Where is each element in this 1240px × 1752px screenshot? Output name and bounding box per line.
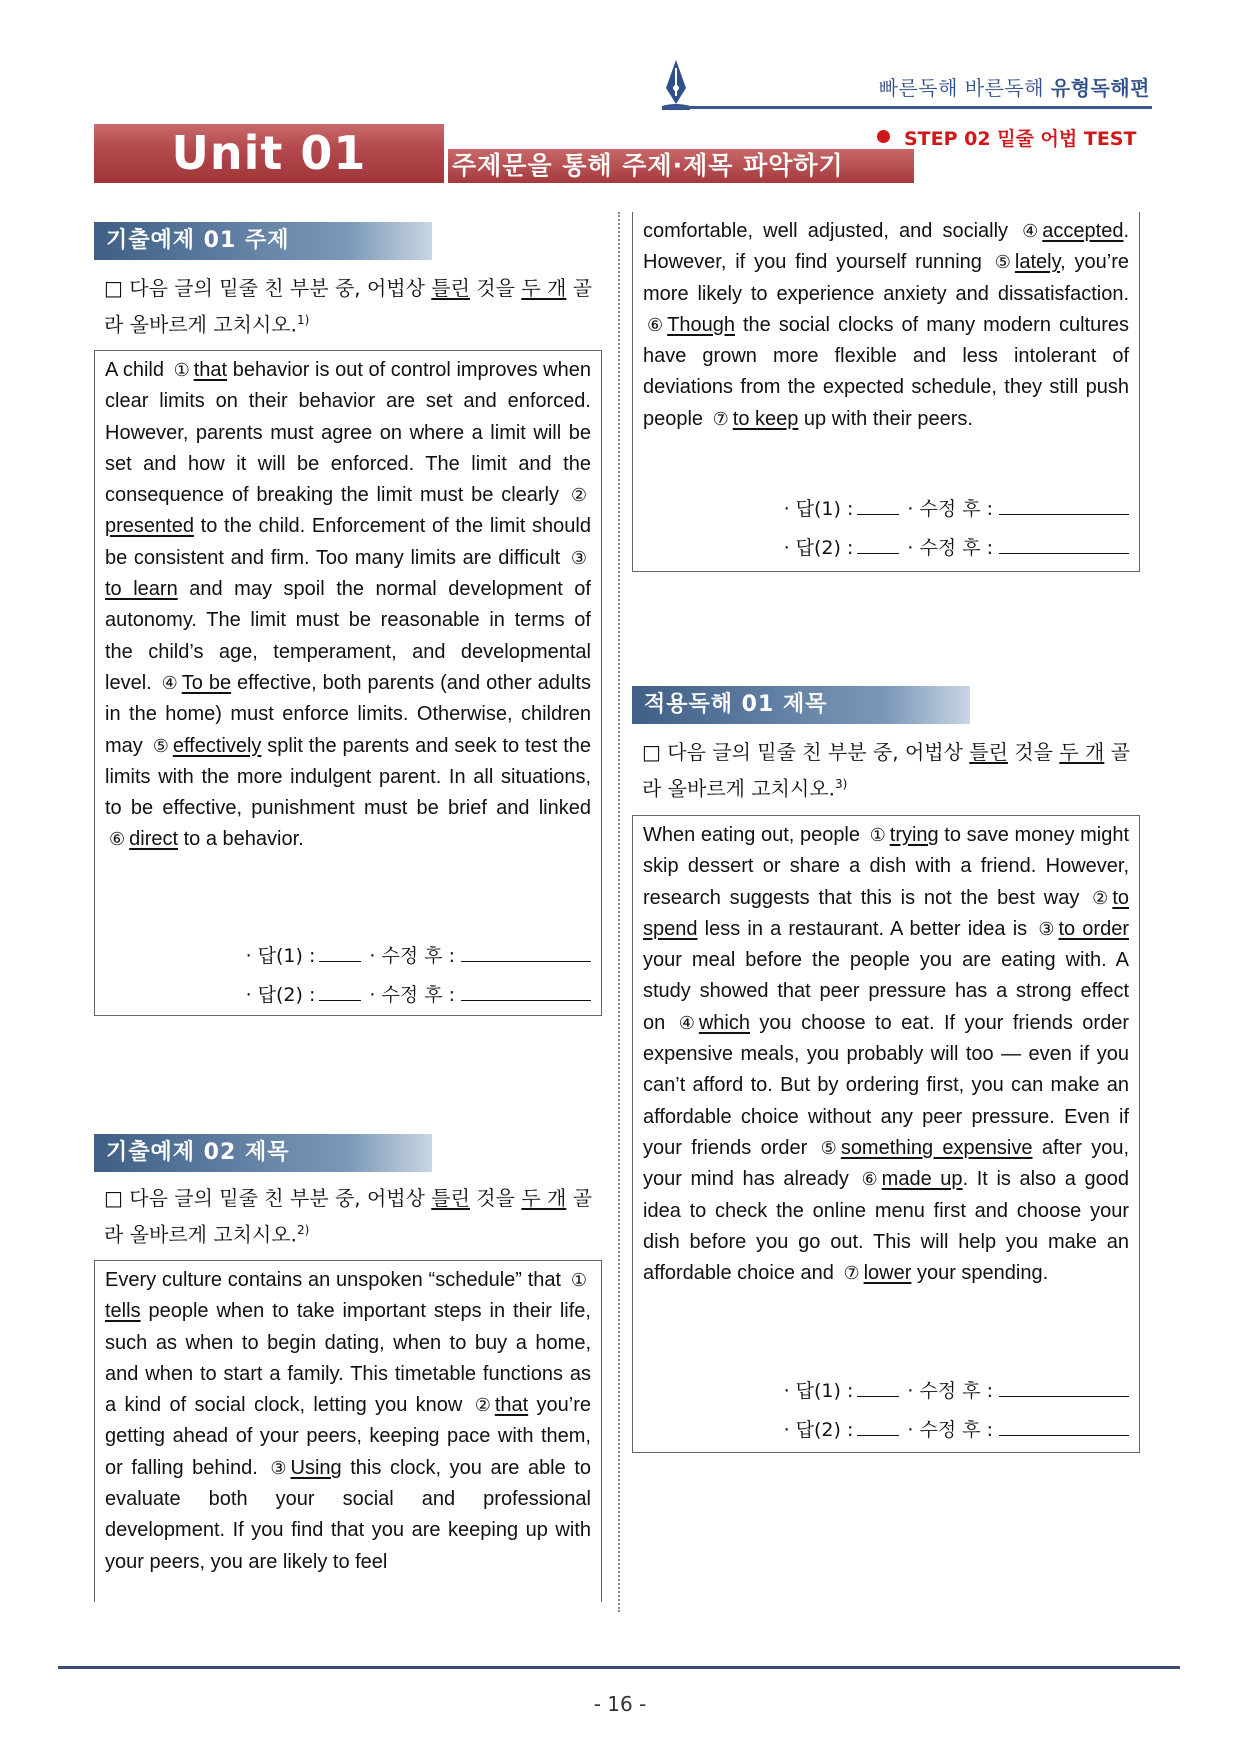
question-number: ① xyxy=(173,360,190,380)
book-title-light: 빠른독해 바른독해 xyxy=(878,76,1045,100)
underlined-option: lower xyxy=(863,1262,912,1285)
underlined-option: to learn xyxy=(105,578,178,601)
question-number: ⑦ xyxy=(843,1263,860,1284)
underlined-option: to order xyxy=(1058,917,1129,940)
answer-area-3: · 답(1) : · 수정 후 : · 답(2) : · 수정 후 : xyxy=(784,1376,1129,1454)
question-number: ② xyxy=(1092,887,1109,908)
underlined-option: something expensive xyxy=(840,1136,1033,1159)
book-title-bold: 유형독해편 xyxy=(1050,76,1150,100)
header-divider xyxy=(662,106,1152,109)
underlined-option: presented xyxy=(105,515,194,538)
question-number: ⑥ xyxy=(647,314,664,335)
answer-blank[interactable] xyxy=(857,1435,899,1436)
correction-blank[interactable] xyxy=(461,961,591,962)
underlined-option: trying xyxy=(889,824,939,846)
passage-box-2-continued xyxy=(632,212,1140,572)
question-number: ⑤ xyxy=(152,735,169,756)
passage-box-2 xyxy=(94,1260,602,1602)
instruction-2: □ 다음 글의 밑줄 친 부분 중, 어법상 틀린 것을 두 개 골라 올바르게 고치시오.$^{2)}$ xyxy=(104,1186,592,1247)
passage-2-continued: comfortable, well adjusted, and socially ④ accepted. However, if you find yourself running ⑤ lately, you’re more likely to experience anxiety and dissatisfaction. ⑥ Though the social clocks of many modern cultures have grown more flexible and less intolerant of deviations from the expected schedule, they still push people ⑦ to keep up with their peers. xyxy=(633,212,1139,435)
column-divider xyxy=(618,212,620,1612)
underlined-option: tells xyxy=(105,1300,141,1323)
question-number: ④ xyxy=(1022,221,1039,241)
unit-banner: Unit 01 xyxy=(94,124,444,183)
answer-area-1: · 답(1) : · 수정 후 : · 답(2) : · 수정 후 : xyxy=(246,941,591,1019)
question-number: ⑥ xyxy=(109,829,126,850)
question-number: ④ xyxy=(161,672,178,693)
pen-nib-logo-icon xyxy=(662,58,690,110)
correction-blank[interactable] xyxy=(999,553,1129,554)
answer-blank[interactable] xyxy=(857,1396,899,1397)
answer-blank[interactable] xyxy=(857,514,899,515)
book-title xyxy=(879,72,1150,101)
question-number: ③ xyxy=(270,1457,287,1478)
unit-subtitle: 주제문을 통해 주제·제목 파악하기 xyxy=(448,149,914,183)
section-title-1: 기출예제 01 주제 xyxy=(94,222,432,260)
section-title-3: 적용독해 01 제목 xyxy=(632,686,970,724)
passage-box-1 xyxy=(94,350,602,1016)
passage-3: When eating out, people ① trying to save money might skip dessert or share a dish with a friend. However, research suggests that this is not the best way ② to spend less in a restaurant. A better idea is ③ to order your meal before the people you are eating with. A study showed that peer pressure has a strong effect on ④ which you choose to eat. If your friends order expensive meals, you probably will too — even if you can’t afford to. But by ordering first, you can make an affordable choice without any peer pressure. Even if your friends order ⑤ something expensive after you, your mind has already ⑥ made up. It is also a good idea to check the online menu first and choose your dish before you go out. This will help you make an affordable choice and ⑦ lower your spending. xyxy=(633,816,1139,1289)
question-number: ⑥ xyxy=(861,1169,878,1190)
underlined-option: To be xyxy=(181,671,232,694)
answer-blank[interactable] xyxy=(857,553,899,554)
question-number: ② xyxy=(570,485,587,506)
instruction-1: □ 다음 글의 밑줄 친 부분 중, 어법상 틀린 것을 두 개 골라 올바르게 고치시오.$^{1)}$ xyxy=(104,276,592,337)
question-number: ⑦ xyxy=(712,408,729,429)
question-number: ③ xyxy=(570,547,587,568)
underlined-option: to keep xyxy=(732,407,799,430)
underlined-option: made up xyxy=(881,1168,963,1191)
question-number: ⑤ xyxy=(820,1137,837,1158)
section-title-2: 기출예제 02 제목 xyxy=(94,1134,432,1172)
correction-blank[interactable] xyxy=(999,1396,1129,1397)
step-label: STEP 02 밑줄 어법 TEST xyxy=(904,128,1137,150)
underlined-option: effectively xyxy=(172,734,262,757)
passage-box-3 xyxy=(632,815,1140,1453)
passage-2: Every culture contains an unspoken “schedule” that ①tells people when to take important steps in their life, such as when to begin dating, when to buy a home, and when to start a family. This timetable functions as a kind of social clock, letting you know ② that you’re getting ahead of your peers, keeping pace with them, or falling behind. ③ Using this clock, you are able to evaluate both your social and professional development. If you find that you are keeping up with your peers, you are likely to feel xyxy=(95,1261,601,1578)
answer-blank[interactable] xyxy=(319,1000,361,1001)
bullet-dot-icon xyxy=(877,130,890,143)
underlined-option: direct xyxy=(129,828,179,851)
correction-blank[interactable] xyxy=(999,1435,1129,1436)
question-number: ⑤ xyxy=(994,252,1011,273)
underlined-option: Though xyxy=(667,313,735,336)
underlined-option: lately xyxy=(1014,251,1061,274)
underlined-option: accepted xyxy=(1042,220,1124,242)
answer-area-2: · 답(1) : · 수정 후 : · 답(2) : · 수정 후 : xyxy=(784,494,1129,572)
page-number: - 16 - xyxy=(593,1692,647,1716)
correction-blank[interactable] xyxy=(461,1000,591,1001)
answer-blank[interactable] xyxy=(319,961,361,962)
question-number: ② xyxy=(474,1395,491,1416)
underlined-option: Using xyxy=(290,1456,342,1479)
underlined-option: that xyxy=(494,1394,529,1417)
footer-divider xyxy=(58,1666,1180,1669)
question-number: ① xyxy=(869,825,886,845)
passage-1: A child ① that behavior is out of control improves when clear limits on their behavior are set and enforced. However, parents must agree on where a limit will be set and how it will be enforced. The limit and the consequence of breaking the limit must be clearly ②presented to the child. Enforcement of the limit should be consistent and firm. Too many limits are difficult ③to learn and may spoil the normal development of autonomy. The limit must be reasonable in terms of the child’s age, temperament, and developmental level. ④ To be effective, both parents (and other adults in the home) must enforce limits. Otherwise, children may ⑤ effectively split the parents and seek to test the limits with the more indulgent parent. In all situations, to be effective, punishment must be brief and linked ⑥ direct to a behavior. xyxy=(95,351,601,856)
instruction-3: □ 다음 글의 밑줄 친 부분 중, 어법상 틀린 것을 두 개 골라 올바르게 고치시오.$^{3)}$ xyxy=(642,740,1130,801)
question-number: ③ xyxy=(1038,918,1055,939)
question-number: ④ xyxy=(678,1012,695,1033)
underlined-option: which xyxy=(698,1011,750,1034)
correction-blank[interactable] xyxy=(999,514,1129,515)
question-number: ① xyxy=(570,1270,587,1290)
underlined-option: that xyxy=(193,359,228,381)
underlined-option: to spend xyxy=(643,886,1129,940)
